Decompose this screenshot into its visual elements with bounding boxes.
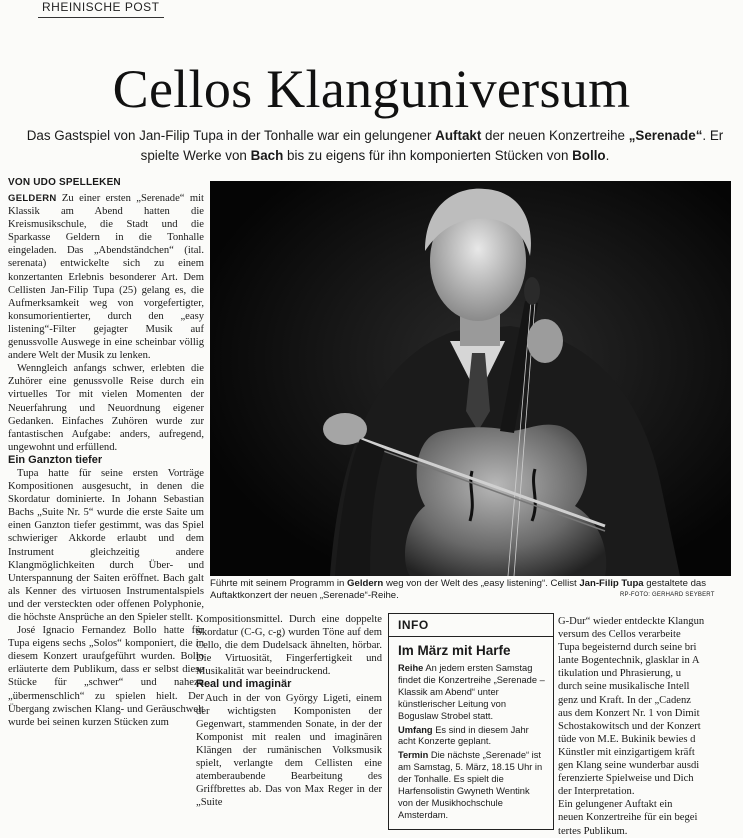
column-4-line: neuen Konzertreihe für ein begei bbox=[558, 812, 698, 824]
column-4-line: tüde von M.E. Bukinik bewies d bbox=[558, 733, 696, 745]
article-column-2 bbox=[196, 613, 382, 828]
column-4-line: der Interpretation. bbox=[558, 786, 635, 798]
paragraph: José Ignacio Fernandez Bollo hatte für Tupa eigens sechs „Solos“ komponiert, die in diesem Konzert uraufgeführt wurden. Bollo erläuterte dem Publikum, dass er selbst diese Stücke für „schwer“ und nahezu „übermenschlich“ zu spielen hielt. Der Übergang zwischen Klang- und Geräuschwelt wurde bei seinen kurzen Stücken zum bbox=[8, 625, 204, 728]
cellist-illustration bbox=[210, 181, 731, 576]
section-subtitle: Ein Ganzton tiefer bbox=[8, 453, 103, 466]
column-4-line: Künstler mit einzigartigem kräft bbox=[558, 746, 695, 758]
column-4-line: durch seine musikalische Intell bbox=[558, 681, 690, 693]
photo-credit: RP-FOTO: GERHARD SEYBERT bbox=[620, 592, 715, 598]
paragraph: Wenngleich anfangs schwer, erlebten die Zuhörer eine genussvolle Reise durch ein virtuelles Tor mit vielen Momenten der Neuerfahrung und Neuordnung eigener Gedanken. Einfaches Zuhören wurde zur fantastischen Aufgabe: anders, aufregend, ungewohnt und erfüllend. bbox=[8, 363, 204, 453]
info-box-title: INFO bbox=[398, 618, 429, 632]
article-column-1: GELDERN Zu einer ersten „Serenade“ mit Klassik am Abend hatten die Kreismusikschule, die Stadt und die Sparkasse Geldern in die Tonhalle eingeladen. Das „Abendständchen“ (ital. serenata) entwickelte sich zu einem konzertanten Erlebnis besonderer Art. Dem Cellisten Jan-Filip Tupa (25) gelang es, die Aufmerksamkeit weg von vorgefertigter, konsumorientierter, durch den „easy listening“-Filter gejagter Musik auf genussvolle Auswege in eine scheinbar völlig andere Welt der Musik zu lenken. Wenngleich anfangs schwer, erlebten die Zuhörer eine genussvolle Reise durch ein virtuelles Tor mit vielen Momenten der Neuerfahrung und Neuordnung eigener Gedanken. Einfaches Zuhören wurde zur fantastischen Aufgabe: anders, aufregend, ungewohnt und erfüllend. Ein Ganzton tiefer Tupa hatte für seine ersten Vorträge Kompositionen ausgesucht, in denen die Skordatur dominierte. In Johann Sebastian Bachs „Suite Nr. 5“ wurde die erste Saite um einen Ganzton tiefer gestimmt, was das Spiel schwieriger Akkorde erlaubt und dem Instrument gleichzeitig andere Klangmöglichkeiten durch Über- und Unterspannung der Saiten eröffnet. Bach galt als Kenner des virtuosen Instrumentalspiels und der versteckten oder offenen Polyphonie, die höchste Ansprüche an den Spieler stellt. José Ignacio Fernandez Bollo hatte für Tupa eigens sechs „Solos“ komponiert, die in diesem Konzert uraufgeführt wurden. Bollo erläuterte dem Publikum, dass er selbst diese Stücke für „schwer“ und nahezu „übermenschlich“ zu spielen hielt. Der Übergang zwischen Klang- und Geräuschwelt wurde bei seinen kurzen Stücken zum bbox=[8, 193, 204, 728]
column-4-line: tertes Publikum. bbox=[558, 825, 628, 837]
column-4-line: genz und Kraft. In der „Cadenz bbox=[558, 694, 691, 706]
subheadline: Das Gastspiel von Jan-Filip Tupa in der Tonhalle war ein gelungener Auftakt der neuen Konzertreihe „Serenade“. Er spielte Werke von Bach bis zu eigens für ihn komponierten Stücken von Bollo. bbox=[26, 128, 724, 163]
info-umfang: Umfang Es sind in diesem Jahr acht Konzerte geplant. bbox=[398, 724, 529, 747]
paragraph: Tupa hatte für seine ersten Vorträge Kompositionen ausgesucht, in denen die Skordatur dominierte. In Johann Sebastian Bachs „Suite Nr. 5“ wurde die erste Saite um einen Ganzton tiefer gestimmt, was das Spiel schwieriger Akkorde erlaubt und dem Instrument gleichzeitig andere Klangmöglichkeiten durch Über- und Unterspannung der Saiten eröffnet. Bach galt als Kenner des virtuosen Instrumentalspiels und der versteckten oder offenen Polyphonie, die höchste Ansprüche an den Spieler stellt. bbox=[8, 467, 204, 623]
photo-caption: Führte mit seinem Programm in Geldern weg von der Welt des „easy listening“. Cellist Jan-Filip Tupa gestaltete das Auftaktkonzert der neuen „Serenade“-Reihe. bbox=[210, 578, 707, 601]
headline: Cellos Klanguniversum bbox=[112, 59, 631, 119]
column-4-line: G-Dur“ wieder entdeckte Klangun bbox=[558, 616, 705, 627]
column-4-line: gen Klang seine wunderbar ausdi bbox=[558, 760, 700, 772]
info-box-body bbox=[398, 663, 546, 824]
info-termin: Termin Die nächste „Serenade“ ist am Samstag, 5. März, 18.15 Uhr in der Tonhalle. Es spielt die Harfensolistin Gwyneth Wentink von der Musikhochschule Amsterdam. bbox=[398, 750, 543, 820]
section-subtitle: Real und imaginär bbox=[196, 678, 292, 691]
column-4-line: aus dem Konzert Nr. 1 von Dimit bbox=[558, 707, 700, 719]
column-4-line: Tupa begeisternd durch seine bri bbox=[558, 642, 697, 654]
paragraph: Auch in der von György Ligeti, einem der wichtigsten Komponisten der Gegenwart, stammenden Sonate, in der der Komponist mit realen und imaginären Klängen der rumänischen Volksmusik spielt, verlangte dem Cellisten eine atemberaubende Bearbeitung des Griffbrettes ab. Das von Max Reger in der „Suite bbox=[196, 692, 382, 809]
column-4-line: versum des Cellos verarbeite bbox=[558, 629, 681, 641]
info-box-heading: Im März mit Harfe bbox=[398, 643, 511, 658]
paragraph: Kompositionsmittel. Durch eine doppelte Skordatur (C-G, c-g) wurden Töne auf dem Cello, die dem Dudelsack ähnelten, hörbar. Die Virtuosität, Fingerfertigkeit und Musikalität war beeindruckend. bbox=[196, 614, 382, 678]
info-reihe: Reihe An jedem ersten Samstag findet die Konzertreihe „Serenade – Klassik am Abend“ unter künstlerischer Leitung von Boguslaw Strobel statt. bbox=[398, 663, 545, 721]
dateline: GELDERN bbox=[8, 193, 57, 204]
info-box-divider bbox=[389, 636, 553, 637]
column-4-line: ferenzierte Spielweise und Dich bbox=[558, 773, 694, 785]
column-4-line: Schostakowitsch und der Konzert bbox=[558, 720, 701, 732]
column-4-line: tikulation und Phrasierung, u bbox=[558, 668, 681, 680]
info-box bbox=[388, 613, 554, 830]
byline: VON UDO SPELLEKEN bbox=[8, 177, 121, 188]
column-4-line: Ein gelungener Auftakt ein bbox=[558, 799, 673, 811]
article-column-4 bbox=[558, 615, 743, 838]
masthead: RHEINISCHE POST bbox=[38, 0, 164, 18]
cellist-photo bbox=[210, 181, 731, 576]
column-4-line: lante Bogentechnik, glasklar in A bbox=[558, 655, 700, 667]
